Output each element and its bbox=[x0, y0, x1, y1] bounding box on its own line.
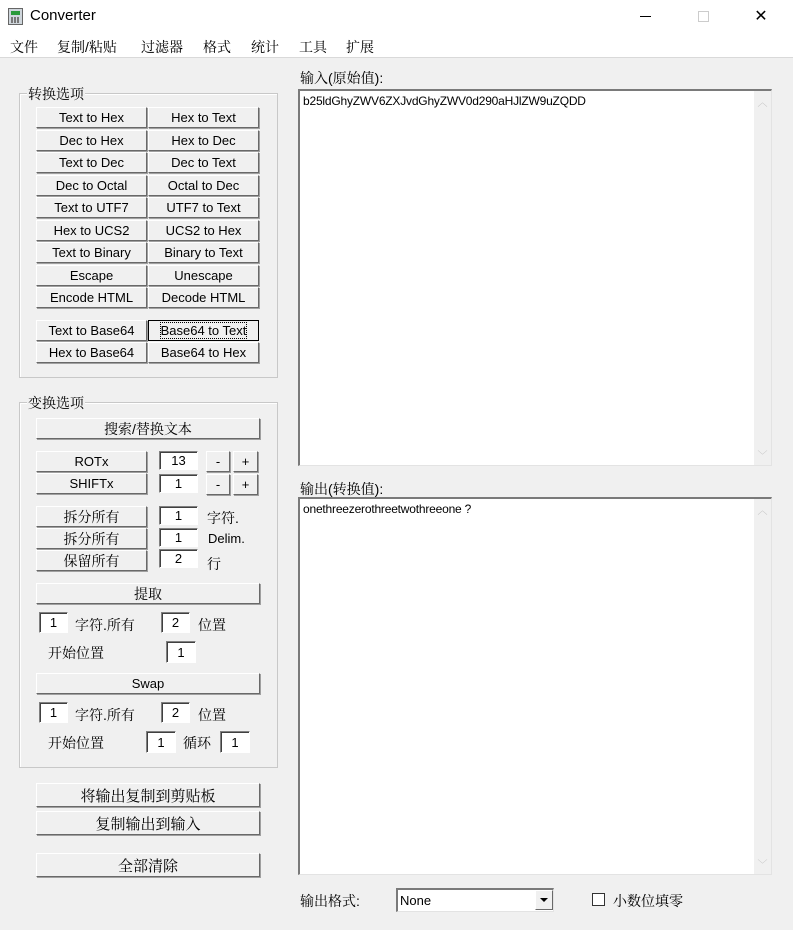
menu-stats[interactable]: 统计 bbox=[251, 39, 279, 55]
shiftx-decrement-button[interactable]: - bbox=[206, 474, 230, 495]
copy-output-to-input-button[interactable]: 复制输出到输入 bbox=[36, 811, 260, 835]
extract-button[interactable]: 提取 bbox=[36, 583, 260, 604]
copy-output-to-clipboard-button[interactable]: 将输出复制到剪贴板 bbox=[36, 783, 260, 807]
chevron-up-icon[interactable]: ︿ bbox=[757, 98, 768, 109]
chevron-down-icon bbox=[540, 898, 548, 902]
close-icon: ✕ bbox=[754, 8, 768, 25]
swap-start-input[interactable]: 1 bbox=[146, 731, 176, 753]
dec-to-hex-button[interactable]: Dec to Hex bbox=[36, 130, 147, 151]
maximize-icon bbox=[698, 11, 709, 22]
shiftx-increment-button[interactable]: + bbox=[233, 474, 258, 495]
menu-copy-paste[interactable]: 复制/粘贴 bbox=[57, 39, 117, 55]
chevron-up-icon[interactable]: ︿ bbox=[757, 506, 768, 517]
output-text: onethreezerothreetwothreeone ? bbox=[303, 502, 472, 516]
swap-loop-label: 循环 bbox=[183, 735, 211, 751]
menu-file[interactable]: 文件 bbox=[10, 39, 38, 55]
base64-to-hex-button[interactable]: Base64 to Hex bbox=[148, 342, 259, 363]
hex-to-base64-button[interactable]: Hex to Base64 bbox=[36, 342, 147, 363]
unescape-button[interactable]: Unescape bbox=[148, 265, 259, 286]
extract-chars-input[interactable]: 1 bbox=[39, 612, 68, 633]
encode-html-button[interactable]: Encode HTML bbox=[36, 287, 147, 308]
escape-button[interactable]: Escape bbox=[36, 265, 147, 286]
output-scrollbar[interactable] bbox=[754, 499, 771, 874]
dropdown-button[interactable] bbox=[535, 890, 553, 910]
extract-start-input[interactable]: 1 bbox=[166, 641, 196, 663]
text-to-hex-button[interactable]: Text to Hex bbox=[36, 107, 147, 128]
split-delim-unit-label: Delim. bbox=[208, 531, 245, 546]
swap-position-input[interactable]: 2 bbox=[161, 702, 190, 723]
shiftx-value-input[interactable]: 1 bbox=[159, 474, 198, 493]
menu-filters[interactable]: 过滤器 bbox=[141, 39, 183, 55]
split-chars-input[interactable]: 1 bbox=[159, 506, 198, 525]
text-to-dec-button[interactable]: Text to Dec bbox=[36, 152, 147, 173]
output-format-value: None bbox=[400, 893, 432, 908]
octal-to-dec-button[interactable]: Octal to Dec bbox=[148, 175, 259, 196]
swap-position-label: 位置 bbox=[198, 707, 226, 723]
window-title: Converter bbox=[30, 7, 96, 24]
dec-to-octal-button[interactable]: Dec to Octal bbox=[36, 175, 147, 196]
calculator-icon bbox=[8, 8, 23, 25]
rotx-increment-button[interactable]: + bbox=[233, 451, 258, 472]
decode-html-button[interactable]: Decode HTML bbox=[148, 287, 259, 308]
close-button[interactable] bbox=[738, 0, 784, 32]
utf7-to-text-button[interactable]: UTF7 to Text bbox=[148, 197, 259, 218]
output-format-label: 输出格式: bbox=[300, 893, 360, 909]
keep-all-button[interactable]: 保留所有 bbox=[36, 550, 147, 571]
maximize-button[interactable] bbox=[680, 0, 726, 32]
menu-bar bbox=[0, 32, 793, 58]
keep-lines-unit-label: 行 bbox=[207, 556, 221, 572]
rotx-button[interactable]: ROTx bbox=[36, 451, 147, 472]
input-label: 输入(原始值): bbox=[300, 70, 384, 86]
swap-button[interactable]: Swap bbox=[36, 673, 260, 694]
chevron-down-icon[interactable]: ﹀ bbox=[757, 451, 768, 462]
decimal-pad-checkbox[interactable] bbox=[592, 893, 605, 906]
output-format-select[interactable] bbox=[396, 888, 554, 912]
extract-position-input[interactable]: 2 bbox=[161, 612, 190, 633]
menu-tools[interactable]: 工具 bbox=[299, 39, 327, 55]
split-delim-input[interactable]: 1 bbox=[159, 528, 198, 547]
shiftx-button[interactable]: SHIFTx bbox=[36, 473, 147, 494]
split-by-delim-button[interactable]: 拆分所有 bbox=[36, 528, 147, 549]
title-bar bbox=[0, 0, 793, 32]
split-chars-unit-label: 字符. bbox=[207, 510, 239, 526]
input-text: b25ldGhyZWV6ZXJvdGhyZWV0d290aHJlZW9uZQDD bbox=[303, 94, 586, 108]
dec-to-text-button[interactable]: Dec to Text bbox=[148, 152, 259, 173]
swap-loop-input[interactable]: 1 bbox=[220, 731, 250, 753]
swap-chars-label: 字符.所有 bbox=[75, 707, 135, 723]
minimize-icon bbox=[640, 16, 651, 17]
menu-extensions[interactable]: 扩展 bbox=[346, 39, 374, 55]
extract-start-label: 开始位置 bbox=[48, 645, 104, 661]
extract-chars-label: 字符.所有 bbox=[75, 617, 135, 633]
decimal-pad-label[interactable]: 小数位填零 bbox=[613, 893, 683, 909]
ucs2-to-hex-button[interactable]: UCS2 to Hex bbox=[148, 220, 259, 241]
split-by-chars-button[interactable]: 拆分所有 bbox=[36, 506, 147, 527]
keep-lines-input[interactable]: 2 bbox=[159, 549, 198, 568]
text-to-base64-button[interactable]: Text to Base64 bbox=[36, 320, 147, 341]
swap-chars-input[interactable]: 1 bbox=[39, 702, 68, 723]
chevron-down-icon[interactable]: ﹀ bbox=[757, 860, 768, 871]
extract-position-label: 位置 bbox=[198, 617, 226, 633]
rotx-decrement-button[interactable]: - bbox=[206, 451, 230, 472]
rotx-value-input[interactable]: 13 bbox=[159, 451, 198, 470]
input-textarea[interactable] bbox=[298, 89, 772, 466]
base64-to-text-button[interactable]: Base64 to Text bbox=[148, 320, 259, 341]
hex-to-dec-button[interactable]: Hex to Dec bbox=[148, 130, 259, 151]
output-label: 输出(转换值): bbox=[300, 481, 384, 497]
hex-to-ucs2-button[interactable]: Hex to UCS2 bbox=[36, 220, 147, 241]
search-replace-button[interactable]: 搜索/替换文本 bbox=[36, 418, 260, 439]
transform-options-title: 变换选项 bbox=[28, 395, 84, 411]
minimize-button[interactable] bbox=[622, 0, 668, 32]
output-textarea[interactable] bbox=[298, 497, 772, 875]
hex-to-text-button[interactable]: Hex to Text bbox=[148, 107, 259, 128]
swap-start-label: 开始位置 bbox=[48, 735, 104, 751]
menu-format[interactable]: 格式 bbox=[203, 39, 231, 55]
text-to-utf7-button[interactable]: Text to UTF7 bbox=[36, 197, 147, 218]
input-scrollbar[interactable] bbox=[754, 91, 771, 465]
text-to-binary-button[interactable]: Text to Binary bbox=[36, 242, 147, 263]
clear-all-button[interactable]: 全部清除 bbox=[36, 853, 260, 877]
convert-options-title: 转换选项 bbox=[28, 86, 84, 102]
binary-to-text-button[interactable]: Binary to Text bbox=[148, 242, 259, 263]
